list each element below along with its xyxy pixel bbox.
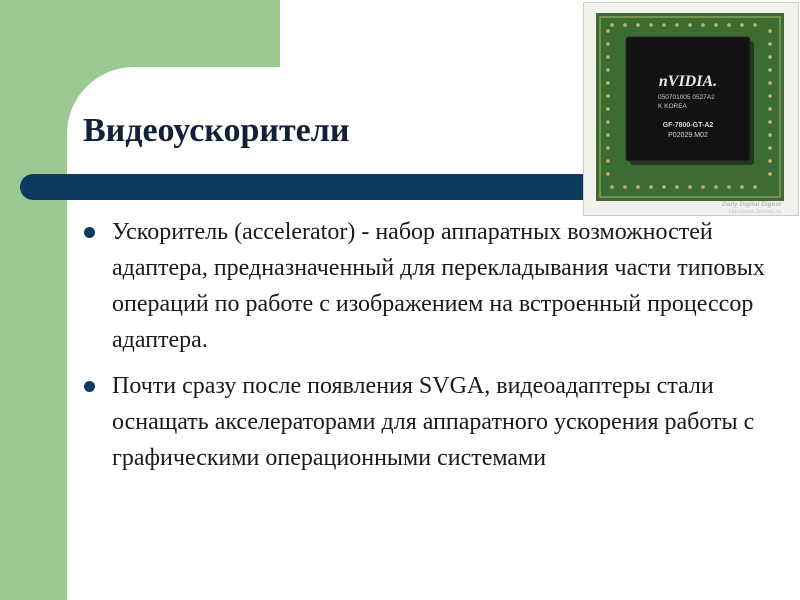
pcb-pad <box>636 185 640 189</box>
pcb-pad <box>740 23 744 27</box>
pcb-pad <box>662 185 666 189</box>
pcb-pad <box>688 185 692 189</box>
gpu-chip-photo <box>583 2 799 216</box>
pcb-pad <box>727 185 731 189</box>
pcb-pad <box>610 23 614 27</box>
pcb-pad <box>606 120 610 124</box>
bullet-text: Ускоритель (accelerator) - набор аппаратных возможностей адаптера, предназначенный для перекладывания части типовых операций по работе с изображением на встроенный процессор адаптера. <box>112 219 765 353</box>
pcb-pad <box>753 185 757 189</box>
pcb-pad <box>606 68 610 72</box>
pcb-pad <box>662 23 666 27</box>
pcb-pad <box>701 23 705 27</box>
pcb-pad <box>675 23 679 27</box>
pcb-pad <box>688 23 692 27</box>
pcb-pad <box>768 107 772 111</box>
pcb-pad <box>606 94 610 98</box>
pcb-pad <box>768 81 772 85</box>
pcb-pad <box>675 185 679 189</box>
pcb-pad <box>701 185 705 189</box>
slide-title: Видеоускорители <box>83 112 350 149</box>
pcb-pad <box>768 120 772 124</box>
bullet-item <box>82 214 772 358</box>
pcb-pad <box>606 29 610 33</box>
pcb-pad <box>727 23 731 27</box>
chip-code-1: 050701005 0527A2 <box>658 94 715 101</box>
pcb-pad <box>636 23 640 27</box>
pcb-pad <box>623 23 627 27</box>
pcb-pad <box>768 55 772 59</box>
watermark-title: Daily Digital Digest <box>722 201 781 208</box>
pcb-pad <box>768 172 772 176</box>
pcb-pad <box>606 133 610 137</box>
pcb-pad <box>714 185 718 189</box>
pcb-pad <box>768 29 772 33</box>
chip-code-2: K KOREA <box>658 103 687 110</box>
pcb-pad <box>606 107 610 111</box>
pcb-pad <box>606 55 610 59</box>
gpu-chip-illustration <box>584 3 798 215</box>
chip-model: GF-7800-GT-A2 <box>662 122 714 129</box>
chip-brand: nVIDIA. <box>658 73 718 90</box>
watermark-url: http://www.3dnews.ru <box>728 209 781 215</box>
pcb-pad <box>623 185 627 189</box>
bullet-dot-icon <box>84 381 95 392</box>
pcb-pad <box>606 42 610 46</box>
pcb-pad <box>768 133 772 137</box>
title-underline-bar <box>20 174 620 200</box>
pcb-pad <box>606 146 610 150</box>
pcb-pad <box>768 146 772 150</box>
pcb-pad <box>768 94 772 98</box>
bullet-item <box>82 368 772 476</box>
chip-part-number: P02029.M02 <box>668 132 708 139</box>
pcb-pad <box>768 159 772 163</box>
pcb-pad <box>610 185 614 189</box>
bullet-text: Почти сразу после появления SVGA, видеоадаптеры стали оснащать акселераторами для аппаратного ускорения работы с графическими операционными системами <box>112 373 755 471</box>
pcb-pad <box>606 81 610 85</box>
pcb-pad <box>714 23 718 27</box>
bullet-dot-icon <box>84 227 95 238</box>
pcb-pad <box>753 23 757 27</box>
pcb-pad <box>768 68 772 72</box>
pcb-pad <box>740 185 744 189</box>
pcb-pad <box>768 42 772 46</box>
pcb-pad <box>606 172 610 176</box>
pcb-pad <box>649 23 653 27</box>
pcb-pad <box>649 185 653 189</box>
pcb-pad <box>606 159 610 163</box>
green-left-band <box>0 0 67 600</box>
bullet-list <box>82 214 772 486</box>
